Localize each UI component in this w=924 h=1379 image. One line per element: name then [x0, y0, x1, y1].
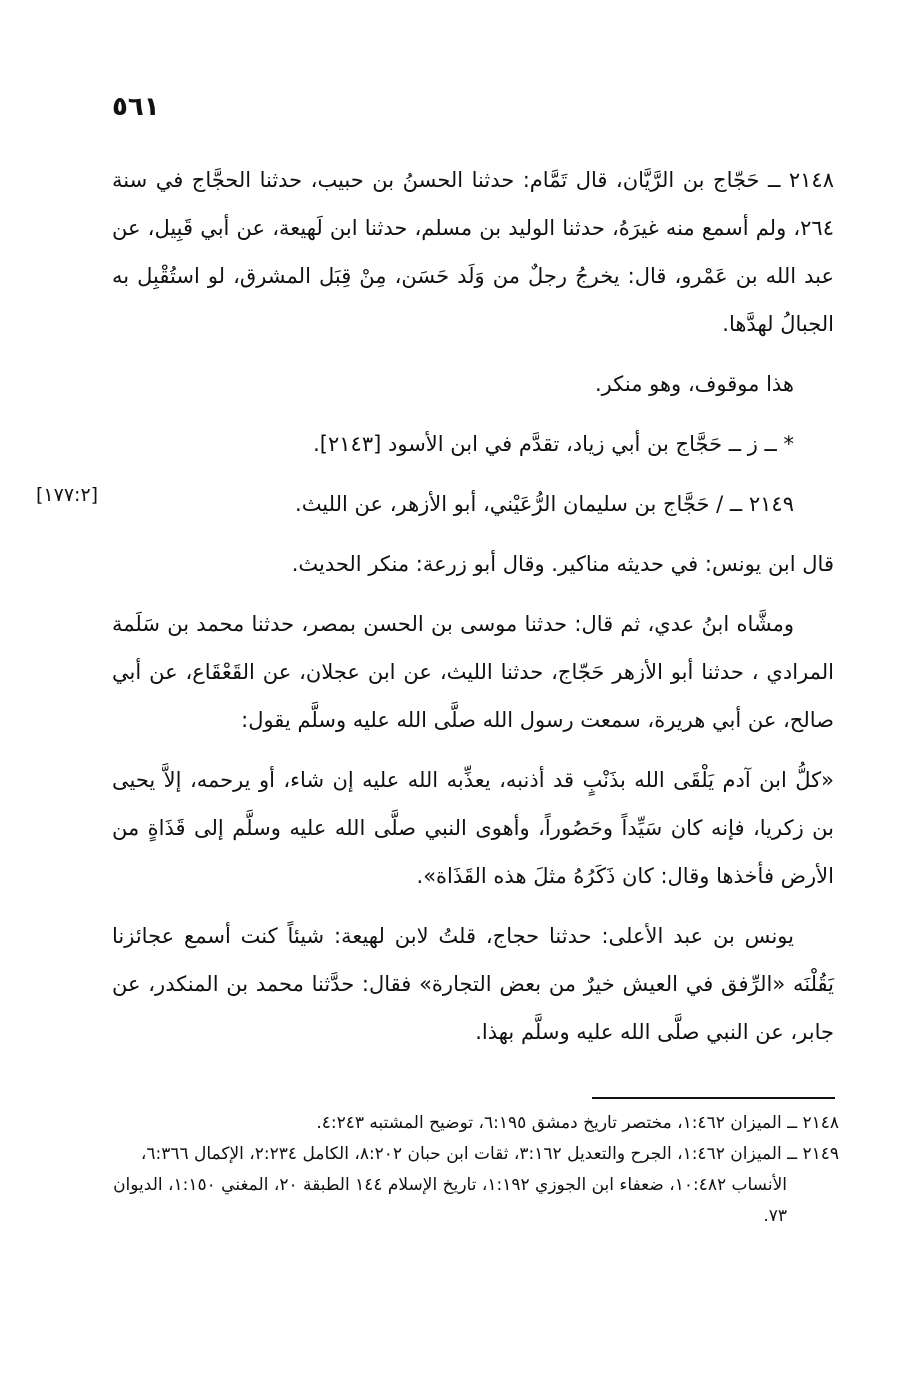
- footnote-2149: ٢١٤٩ ــ الميزان ١:٤٦٢، الجرح والتعديل ٣:١٦٢، ثقات ابن حبان ٨:٢٠٢، الكامل ٢:٢٣٤، الإكمال ٦:٣٦٦، الأنساب ١٠:٤٨٢، ضعفاء ابن الجوزي ١:١٩٢، تاريخ الإسلام ١٤٤ الطبقة ٢٠، المغني ١:١٥٠، الديوان ٧٣.: [113, 1144, 839, 1226]
- footnote-2148: ٢١٤٨ ــ الميزان ١:٤٦٢، مختصر تاريخ دمشق ٦:١٩٥، توضيح المشتبه ٤:٢٤٣.: [316, 1113, 839, 1133]
- volume-page-reference: [١٧٧:٢]: [36, 484, 99, 506]
- entry-2148-paragraph: ٢١٤٨ ــ حَجّاج بن الرَّيَّان، قال تَمَّام: حدثنا الحسنُ بن حبيب، حدثنا الحجَّاج في سنة ٢٦٤، ولم أسمع منه غيرَهُ، حدثنا الوليد بن مسلم، حدثنا ابن لَهيعة، عن أبي قَبِيل، عن عبد الله بن عَمْرو، قال: يخرجُ رجلٌ من وَلَد حَسَن، مِنْ قِبَل المشرق، لو استُقْبِل به الجبالُ لهدَّها.: [112, 168, 834, 336]
- footnotes: [112, 1108, 839, 1232]
- ibn-yunus-paragraph: قال ابن يونس: في حديثه مناكير. وقال أبو زرعة: منكر الحديث.: [291, 552, 834, 576]
- yunus-abd-al-ala-paragraph: يونس بن عبد الأعلى: حدثنا حجاج، قلتُ لابن لهيعة: شيئاً كنت أسمع عجائزنا يَقُلْنَه «الرِّفق في العيش خيرٌ من بعض التجارة» فقال: حدَّثنا محمد بن المنكدر، عن جابر، عن النبي صلَّى الله عليه وسلَّم بهذا.: [112, 924, 834, 1044]
- page-number: ٥٦١: [112, 92, 160, 122]
- mawquf-note-paragraph: هذا موقوف، وهو منكر.: [595, 372, 794, 396]
- hadith-paragraph: «كلُّ ابن آدم يَلْقَى الله بذَنْبٍ قد أذنبه، يعذِّبه الله عليه إن شاء، أو يرحمه، إلاَّ يحيى بن زكريا، فإنه كان سَيِّداً وحَصُوراً، وأهوى النبي صلَّى الله عليه وسلَّم إلى قَذَاةٍ من الأرض فأخذها وقال: كان ذَكَرُهُ مثلَ هذه القَذَاة».: [112, 768, 834, 888]
- main-text: [112, 156, 834, 1068]
- entry-2149-paragraph: ٢١٤٩ ــ / حَجَّاج بن سليمان الرُّعَيْني، أبو الأزهر، عن الليث.: [295, 492, 794, 516]
- ibn-adi-paragraph: ومشَّاه ابنُ عدي، ثم قال: حدثنا موسى بن الحسن بمصر، حدثنا محمد بن سَلَمة المرادي ، حدثنا أبو الأزهر حَجّاج، حدثنا الليث، عن ابن عجلان، عن القَعْقَاع، عن أبي صالح، عن أبي هريرة، سمعت رسول الله صلَّى الله عليه وسلَّم يقول:: [112, 612, 834, 732]
- footnote-separator: [592, 1097, 835, 1099]
- entry-z-paragraph: * ــ ز ــ حَجَّاج بن أبي زياد، تقدَّم في ابن الأسود [٢١٤٣].: [313, 432, 794, 456]
